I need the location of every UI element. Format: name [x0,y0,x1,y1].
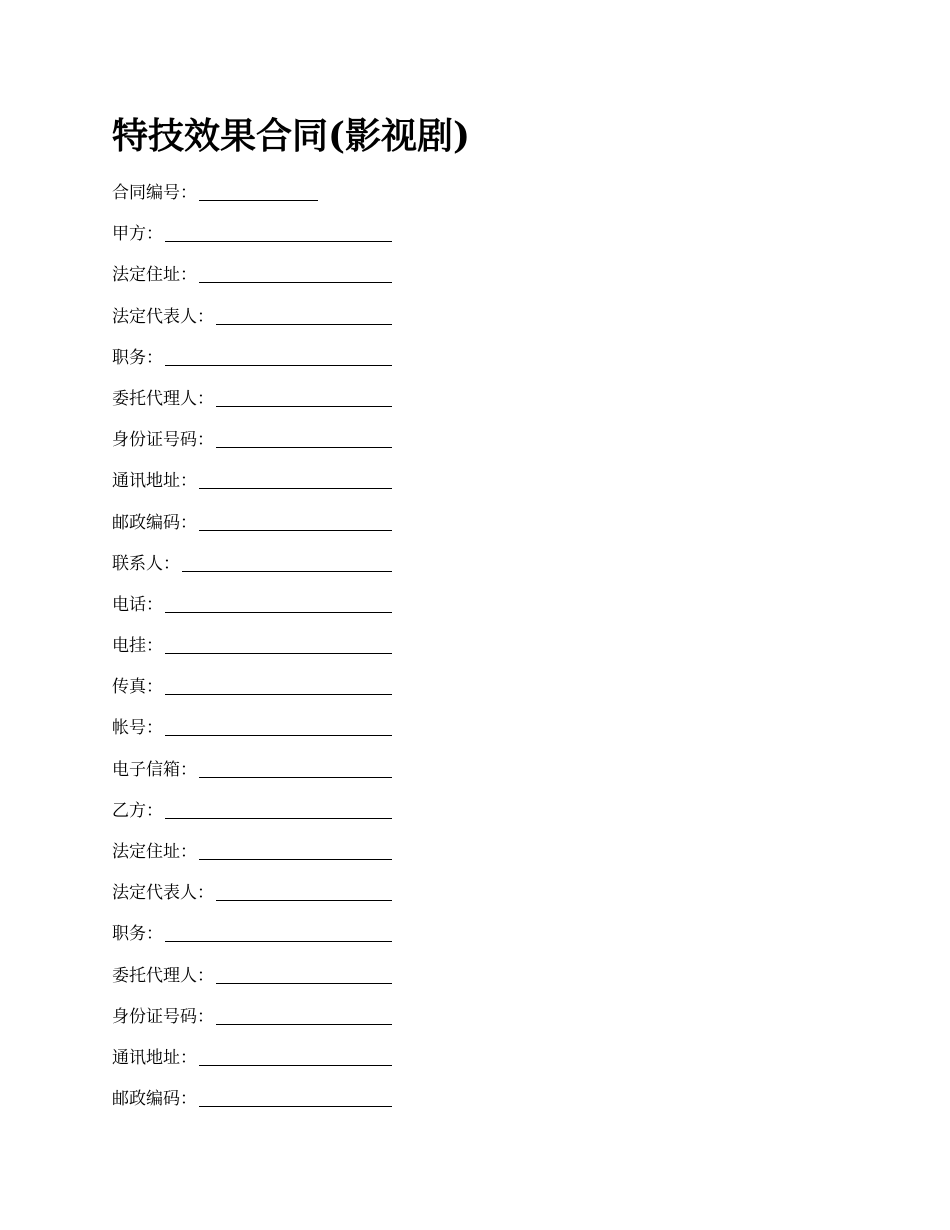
blank-line [199,777,392,778]
field-row-id-number [112,1005,392,1046]
blank-line [199,859,392,860]
field-label: 电子信箱： [112,759,197,780]
blank-line [216,447,392,448]
blank-line [165,365,392,366]
blank-line [199,488,392,489]
contract-fields [112,181,832,1128]
field-row-email [112,758,392,799]
field-row-postal-code [112,511,392,552]
field-label: 职务： [112,924,163,945]
field-row-position [112,922,392,963]
field-row-fax [112,675,392,716]
field-label: 联系人： [112,553,180,574]
field-label: 通讯地址： [112,471,197,492]
blank-line [216,324,392,325]
field-row-id-number [112,428,392,469]
field-label: 乙方： [112,800,163,821]
field-label: 合同编号： [112,183,197,203]
field-row-agent [112,964,392,1005]
blank-line [216,406,392,407]
blank-line [216,983,392,984]
blank-line [165,694,392,695]
blank-line [165,241,392,242]
field-row-address [112,263,392,304]
blank-line [199,1106,392,1107]
field-row-legal-representative [112,305,392,346]
blank-line [199,530,392,531]
blank-line [216,1024,392,1025]
field-row-mailing-address [112,1046,392,1087]
blank-line [199,1065,392,1066]
document-title: 特技效果合同(影视剧) [112,115,471,157]
field-row-agent [112,387,392,428]
document-page [112,110,832,1128]
field-row-phone [112,593,392,634]
blank-line [165,941,392,942]
blank-line [165,818,392,819]
field-label: 通讯地址： [112,1047,197,1068]
field-label: 法定住址： [112,842,197,862]
field-row-contract-number [112,181,318,222]
field-row-telegraph [112,634,392,675]
field-row-postal-code [112,1087,392,1128]
field-label: 委托代理人： [112,965,214,986]
field-label: 委托代理人： [112,388,214,409]
field-label: 职务： [112,347,163,368]
field-label: 邮政编码： [112,512,197,533]
field-row-position [112,346,392,387]
blank-line [199,282,392,283]
field-label: 邮政编码： [112,1089,197,1110]
field-row-legal-representative [112,881,392,922]
blank-line [216,900,392,901]
field-label: 电挂： [112,636,163,657]
field-label: 电话： [112,594,163,615]
field-label: 法定代表人： [112,306,214,327]
field-row-party-a [112,222,392,263]
field-label: 法定住址： [112,265,197,286]
blank-line [165,653,392,654]
field-label: 甲方： [112,224,163,245]
field-row-contact-person [112,552,392,593]
field-label: 身份证号码： [112,1006,214,1027]
field-label: 法定代表人： [112,883,214,904]
blank-line [182,571,392,572]
blank-line [199,200,318,201]
field-row-mailing-address [112,469,392,510]
blank-line [165,735,392,736]
field-label: 身份证号码： [112,430,214,451]
field-label: 帐号： [112,718,163,739]
field-row-address [112,840,392,881]
field-row-account [112,716,392,757]
field-row-party-b [112,799,392,840]
field-label: 传真： [112,677,163,698]
blank-line [165,612,392,613]
